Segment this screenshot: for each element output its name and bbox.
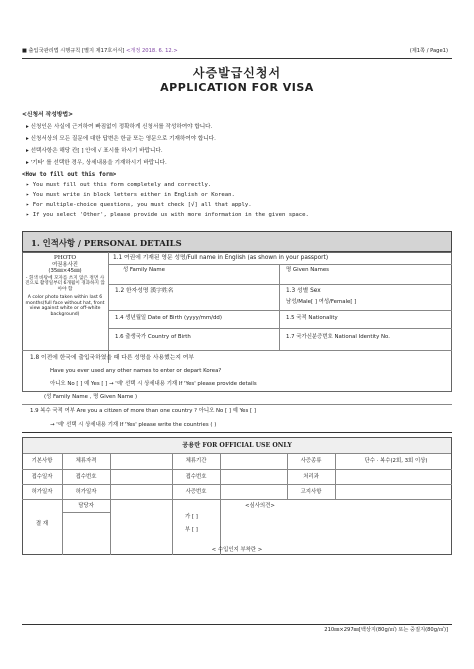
office-row (22, 485, 452, 500)
office-cell: 접수번호 (185, 474, 207, 480)
review-opinion-label: <심사의견> (245, 503, 275, 509)
date-of-birth-field[interactable] (109, 310, 280, 328)
col-divider (287, 454, 288, 500)
office-cell: 허가일자 (31, 489, 53, 495)
q1-1-label: 1.1 여권에 기재된 영문 성명/Full name in English (as shown in your passport) (113, 255, 329, 261)
instructions-korean-list (26, 122, 446, 166)
q1-8-detail[interactable]: (성 Family Name , 명 Given Name ) (44, 394, 138, 400)
photo-notes: - 흰색 바탕에 모자를 쓰지 않은 정면 사진으로 촬영일부터 6개월이 경과하지 않아야 함 (25, 275, 105, 292)
instruction-item: ▸ If you select 'Other', please provide us with more information in the given space. (26, 212, 309, 218)
photo-area (22, 252, 109, 363)
q1-4-label: 1.4 생년월일 Date of Birth (yyyy/mm/dd) (115, 315, 222, 321)
q1-5-label: 1.5 국적 Nationality (286, 315, 338, 321)
q1-8-english: Have you ever used any other names to enter or depart Korea? (50, 368, 222, 374)
row-divider (22, 350, 452, 351)
office-cell: 접수일자 (31, 474, 53, 480)
given-names-field[interactable] (280, 264, 452, 284)
amendment-date: <개정 2018. 6. 12.> (125, 48, 178, 54)
q1-8-label: 1.8 이전에 한국에 출입국하였을 때 다른 성명을 사용했는지 여부 (30, 355, 194, 361)
instruction-item: ▸ 신청인은 사실에 근거하여 빠짐없이 정확하게 신청서를 작성하여야 합니다. (26, 124, 213, 130)
instruction-item: ▸ For multiple-choice questions, you must check [√] all that apply. (26, 202, 252, 208)
sex-field (280, 284, 452, 310)
country-of-birth-field[interactable] (109, 328, 280, 350)
office-cell: 체류자격 (75, 458, 97, 464)
sex-options[interactable]: 남성/Male[ ] 여성/Female[ ] (286, 298, 357, 305)
photo-en-notes: A color photo taken within last 6 months(full face without hat, front view against white or off-white background) (25, 295, 105, 317)
manager-label: 담당자 (78, 503, 94, 509)
col-divider (335, 454, 336, 500)
instruction-item: ▸ You must write in block letters either in English or Korean. (26, 192, 235, 198)
review-label: 결 재 (35, 521, 49, 527)
q1-9-label[interactable]: 1.9 복수 국적 여부 Are you a citizen of more than one country ? 아니오 No [ ] 예 Yes [ ] (30, 408, 256, 414)
instruction-item: ▸ You must fill out this form completely and correctly. (26, 182, 212, 188)
office-cell: 단수 · 복수(2회, 3회 이상) (364, 458, 428, 464)
deny-option[interactable]: 부 [ ] (185, 527, 198, 533)
form-law-reference: ■ 출입국관리법 시행규칙 [별지 제17호서식] (22, 48, 126, 54)
q1-8-answer[interactable]: 아니오 No [ ] 예 Yes [ ] → '예' 선택 시 상세내용 기재 If 'Yes' please provide details (50, 381, 257, 387)
family-name-field[interactable] (109, 264, 280, 284)
q1-3-label: 1.3 성별 Sex (286, 288, 321, 294)
given-names-label: 명 Given Names (286, 267, 329, 273)
office-cell: 체류기간 (185, 458, 207, 464)
instructions-korean-heading: <신청서 작성방법> (22, 112, 73, 118)
instructions-english-list (26, 182, 456, 218)
instruction-item: ▸ '기타' 를 선택한 경우, 상세내용을 기재하시기 바랍니다. (26, 160, 167, 166)
form-title-korean: 사증발급신청서 (192, 66, 282, 80)
office-row (22, 454, 452, 470)
office-cell: 사증종류 (300, 458, 322, 464)
q1-7-label: 1.7 국가신분증번호 National Identity No. (286, 334, 390, 340)
row-divider (62, 512, 110, 513)
photo-sub-label: 여권용사진 (51, 261, 79, 268)
col-divider (110, 454, 111, 555)
row-divider (22, 404, 452, 405)
form-header-left (22, 48, 352, 55)
chinese-name-field[interactable] (109, 284, 280, 310)
approve-option[interactable]: 가 [ ] (185, 514, 198, 520)
form-title-english: APPLICATION FOR VISA (160, 81, 314, 94)
col-divider (220, 454, 221, 500)
section-end-rule (22, 432, 452, 433)
office-cell: 기본사항 (31, 458, 53, 464)
q1-2-label: 1.2 한자성명 漢字姓名 (115, 288, 174, 294)
office-cell: 처리과 (303, 474, 319, 480)
office-cell: 허가일자 (75, 489, 97, 495)
stamp-area-label: < 수입인지 부착란 > (211, 547, 263, 553)
page-indicator: (제1쪽 / Page1) (409, 48, 448, 54)
footer-rule (22, 624, 452, 625)
national-id-field[interactable] (280, 328, 452, 350)
q1-9-detail[interactable]: → '예' 선택 시 상세내용 기재 If 'Yes' please write the countries ( ) (50, 422, 217, 428)
photo-label: PHOTO (53, 255, 77, 261)
col-divider (172, 454, 173, 500)
paper-spec: 210㎜×297㎜[백상지(80g/㎡) 또는 중질지(80g/㎡)] (324, 627, 448, 633)
office-cell: 사증번호 (185, 489, 207, 495)
section1-heading-bar (22, 231, 452, 252)
official-use-heading: 공용란 FOR OFFICIAL USE ONLY (182, 442, 292, 449)
instruction-item: ▸ 선택사항은 해당 칸[ ] 안에 √ 표시를 하시기 바랍니다. (26, 148, 163, 154)
family-name-label: 성 Family Name (123, 267, 165, 273)
nationality-field[interactable] (280, 310, 452, 328)
office-row (22, 470, 452, 485)
section1-heading: 1. 인적사항 / PERSONAL DETAILS (31, 238, 182, 248)
instructions-english-heading: <How to fill out this form> (22, 172, 117, 178)
photo-size: (35㎜×45㎜) (48, 268, 82, 275)
official-use-heading-bar (23, 438, 451, 454)
office-cell: 접수번호 (75, 474, 97, 480)
header-rule (22, 58, 452, 59)
office-cell: 고지사항 (300, 489, 322, 495)
instruction-item: ▸ 신청서상의 모든 질문에 대한 답변은 한글 또는 영문으로 기재하여야 합니다. (26, 136, 216, 142)
q1-6-label: 1.6 출생국가 Country of Birth (115, 334, 191, 340)
